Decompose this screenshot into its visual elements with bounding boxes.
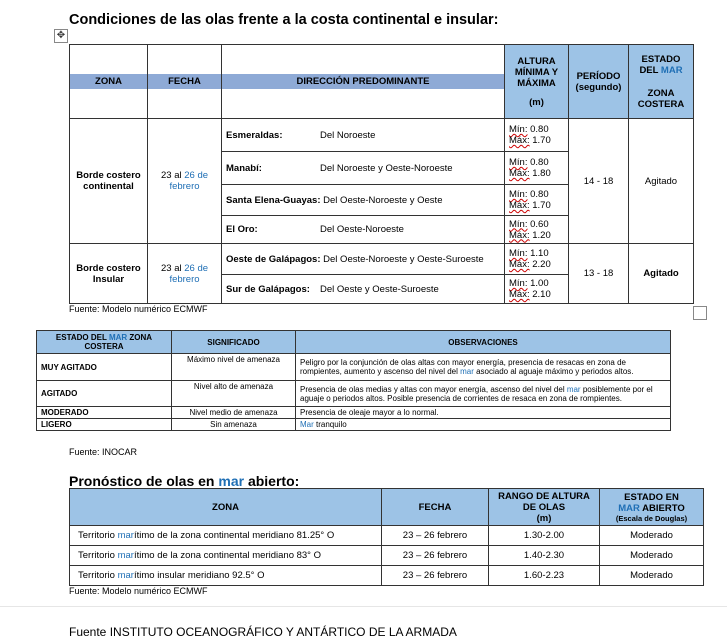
direccion-row: Oeste de Galápagos: Del Oeste-Noroeste y Oeste-Suroeste	[222, 244, 505, 275]
table-resize-handle[interactable]	[693, 306, 707, 320]
header-fecha: FECHA	[148, 45, 222, 119]
footer-source: Fuente INSTITUTO OCEANOGRÁFICO Y ANTÁRTICO DE LA ARMADA	[69, 625, 457, 639]
legend-header-significado: SIGNIFICADO	[172, 331, 296, 354]
header-estado: ESTADO DEL MAR ZONA COSTERA	[629, 45, 694, 119]
wave-conditions-table	[69, 44, 694, 304]
section-title-open-sea: Pronóstico de olas en mar abierto:	[69, 473, 300, 489]
header-zona: ZONA	[70, 45, 148, 119]
open-sea-forecast-table	[69, 488, 704, 586]
page-divider	[0, 606, 727, 607]
header-periodo: PERÍODO (segundo)	[569, 45, 629, 119]
forecast-rango: 1.30-2.00	[489, 526, 600, 546]
forecast-estado: Moderado	[600, 566, 704, 586]
direccion-row: El Oro: Del Oeste-Noroeste	[222, 216, 505, 244]
altura-cell: Mín: 0.80 Máx: 1.70	[505, 185, 569, 216]
legend-significado: Máximo nivel de amenaza	[172, 354, 296, 381]
forecast-fecha: 23 – 26 febrero	[382, 566, 489, 586]
forecast-header-fecha: FECHA	[382, 489, 489, 526]
legend-header-estado: ESTADO DEL MAR ZONA COSTERA	[37, 331, 172, 354]
altura-cell: Mín: 0.80 Máx: 1.80	[505, 152, 569, 185]
legend-estado: MUY AGITADO	[37, 354, 172, 381]
forecast-zona: Territorio marítimo de la zona continental meridiano 83° O	[70, 546, 382, 566]
forecast-rango: 1.40-2.30	[489, 546, 600, 566]
forecast-fecha: 23 – 26 febrero	[382, 546, 489, 566]
forecast-header-estado: ESTADO EN MAR ABIERTO (Escala de Douglas)	[600, 489, 704, 526]
header-direccion: DIRECCIÓN PREDOMINANTE	[222, 45, 505, 119]
direccion-row: Sur de Galápagos: Del Oeste y Oeste-Suroeste	[222, 275, 505, 304]
table3-source: Fuente: Modelo numérico ECMWF	[69, 586, 208, 596]
legend-significado: Nivel alto de amenaza	[172, 381, 296, 407]
legend-observacion: Presencia de oleaje mayor a lo normal.	[296, 407, 671, 419]
forecast-fecha: 23 – 26 febrero	[382, 526, 489, 546]
legend-significado: Sin amenaza	[172, 419, 296, 431]
legend-header-observaciones: OBSERVACIONES	[296, 331, 671, 354]
forecast-header-rango: RANGO DE ALTURA DE OLAS (m)	[489, 489, 600, 526]
table2-source: Fuente: INOCAR	[69, 447, 138, 457]
zona-insular: Borde costero Insular	[70, 244, 148, 304]
periodo-insular: 13 - 18	[569, 244, 629, 304]
altura-cell: Mín: 1.00 Máx: 2.10	[505, 275, 569, 304]
section-title-conditions: Condiciones de las olas frente a la costa continental e insular:	[69, 12, 499, 28]
legend-estado: AGITADO	[37, 381, 172, 407]
legend-estado: LIGERO	[37, 419, 172, 431]
forecast-zona: Territorio marítimo de la zona continental meridiano 81.25° O	[70, 526, 382, 546]
forecast-rango: 1.60-2.23	[489, 566, 600, 586]
legend-significado: Nivel medio de amenaza	[172, 407, 296, 419]
fecha-insular: 23 al 26 de febrero	[148, 244, 222, 304]
table1-source: Fuente: Modelo numérico ECMWF	[69, 304, 208, 314]
fecha-continental: 23 al 26 de febrero	[148, 119, 222, 244]
periodo-continental: 14 - 18	[569, 119, 629, 244]
forecast-estado: Moderado	[600, 526, 704, 546]
legend-estado: MODERADO	[37, 407, 172, 419]
direccion-row: Esmeraldas: Del Noroeste	[222, 119, 505, 152]
altura-cell: Mín: 0.80 Máx: 1.70	[505, 119, 569, 152]
estado-insular: Agitado	[629, 244, 694, 304]
legend-observacion: Presencia de olas medias y altas con mayor energía, ascenso del nivel del mar posiblemente por el aguaje o periodos altos. Posible presencia de corrientes de resaca en zona de rompientes.	[296, 381, 671, 407]
header-altura: ALTURA MÍNIMA Y MÁXIMA (m)	[505, 45, 569, 119]
zona-continental: Borde costero continental	[70, 119, 148, 244]
altura-cell: Mín: 1.10 Máx: 2.20	[505, 244, 569, 275]
sea-state-legend-table	[36, 330, 671, 431]
legend-observacion: Peligro por la conjunción de olas altas con mayor energía, presencia de resacas en zona de rompientes, aumento y ascenso del nivel del mar asociado al aguaje máximo y periodos altos.	[296, 354, 671, 381]
altura-cell: Mín: 0.60 Máx: 1.20	[505, 216, 569, 244]
direccion-row: Manabí: Del Noroeste y Oeste-Noroeste	[222, 152, 505, 185]
estado-continental: Agitado	[629, 119, 694, 244]
legend-observacion: Mar tranquilo	[296, 419, 671, 431]
forecast-header-zona: ZONA	[70, 489, 382, 526]
forecast-zona: Territorio marítimo insular meridiano 92.5° O	[70, 566, 382, 586]
direccion-row: Santa Elena-Guayas: Del Oeste-Noroeste y Oeste	[222, 185, 505, 216]
forecast-estado: Moderado	[600, 546, 704, 566]
table-move-handle-icon[interactable]: ✥	[54, 29, 68, 43]
